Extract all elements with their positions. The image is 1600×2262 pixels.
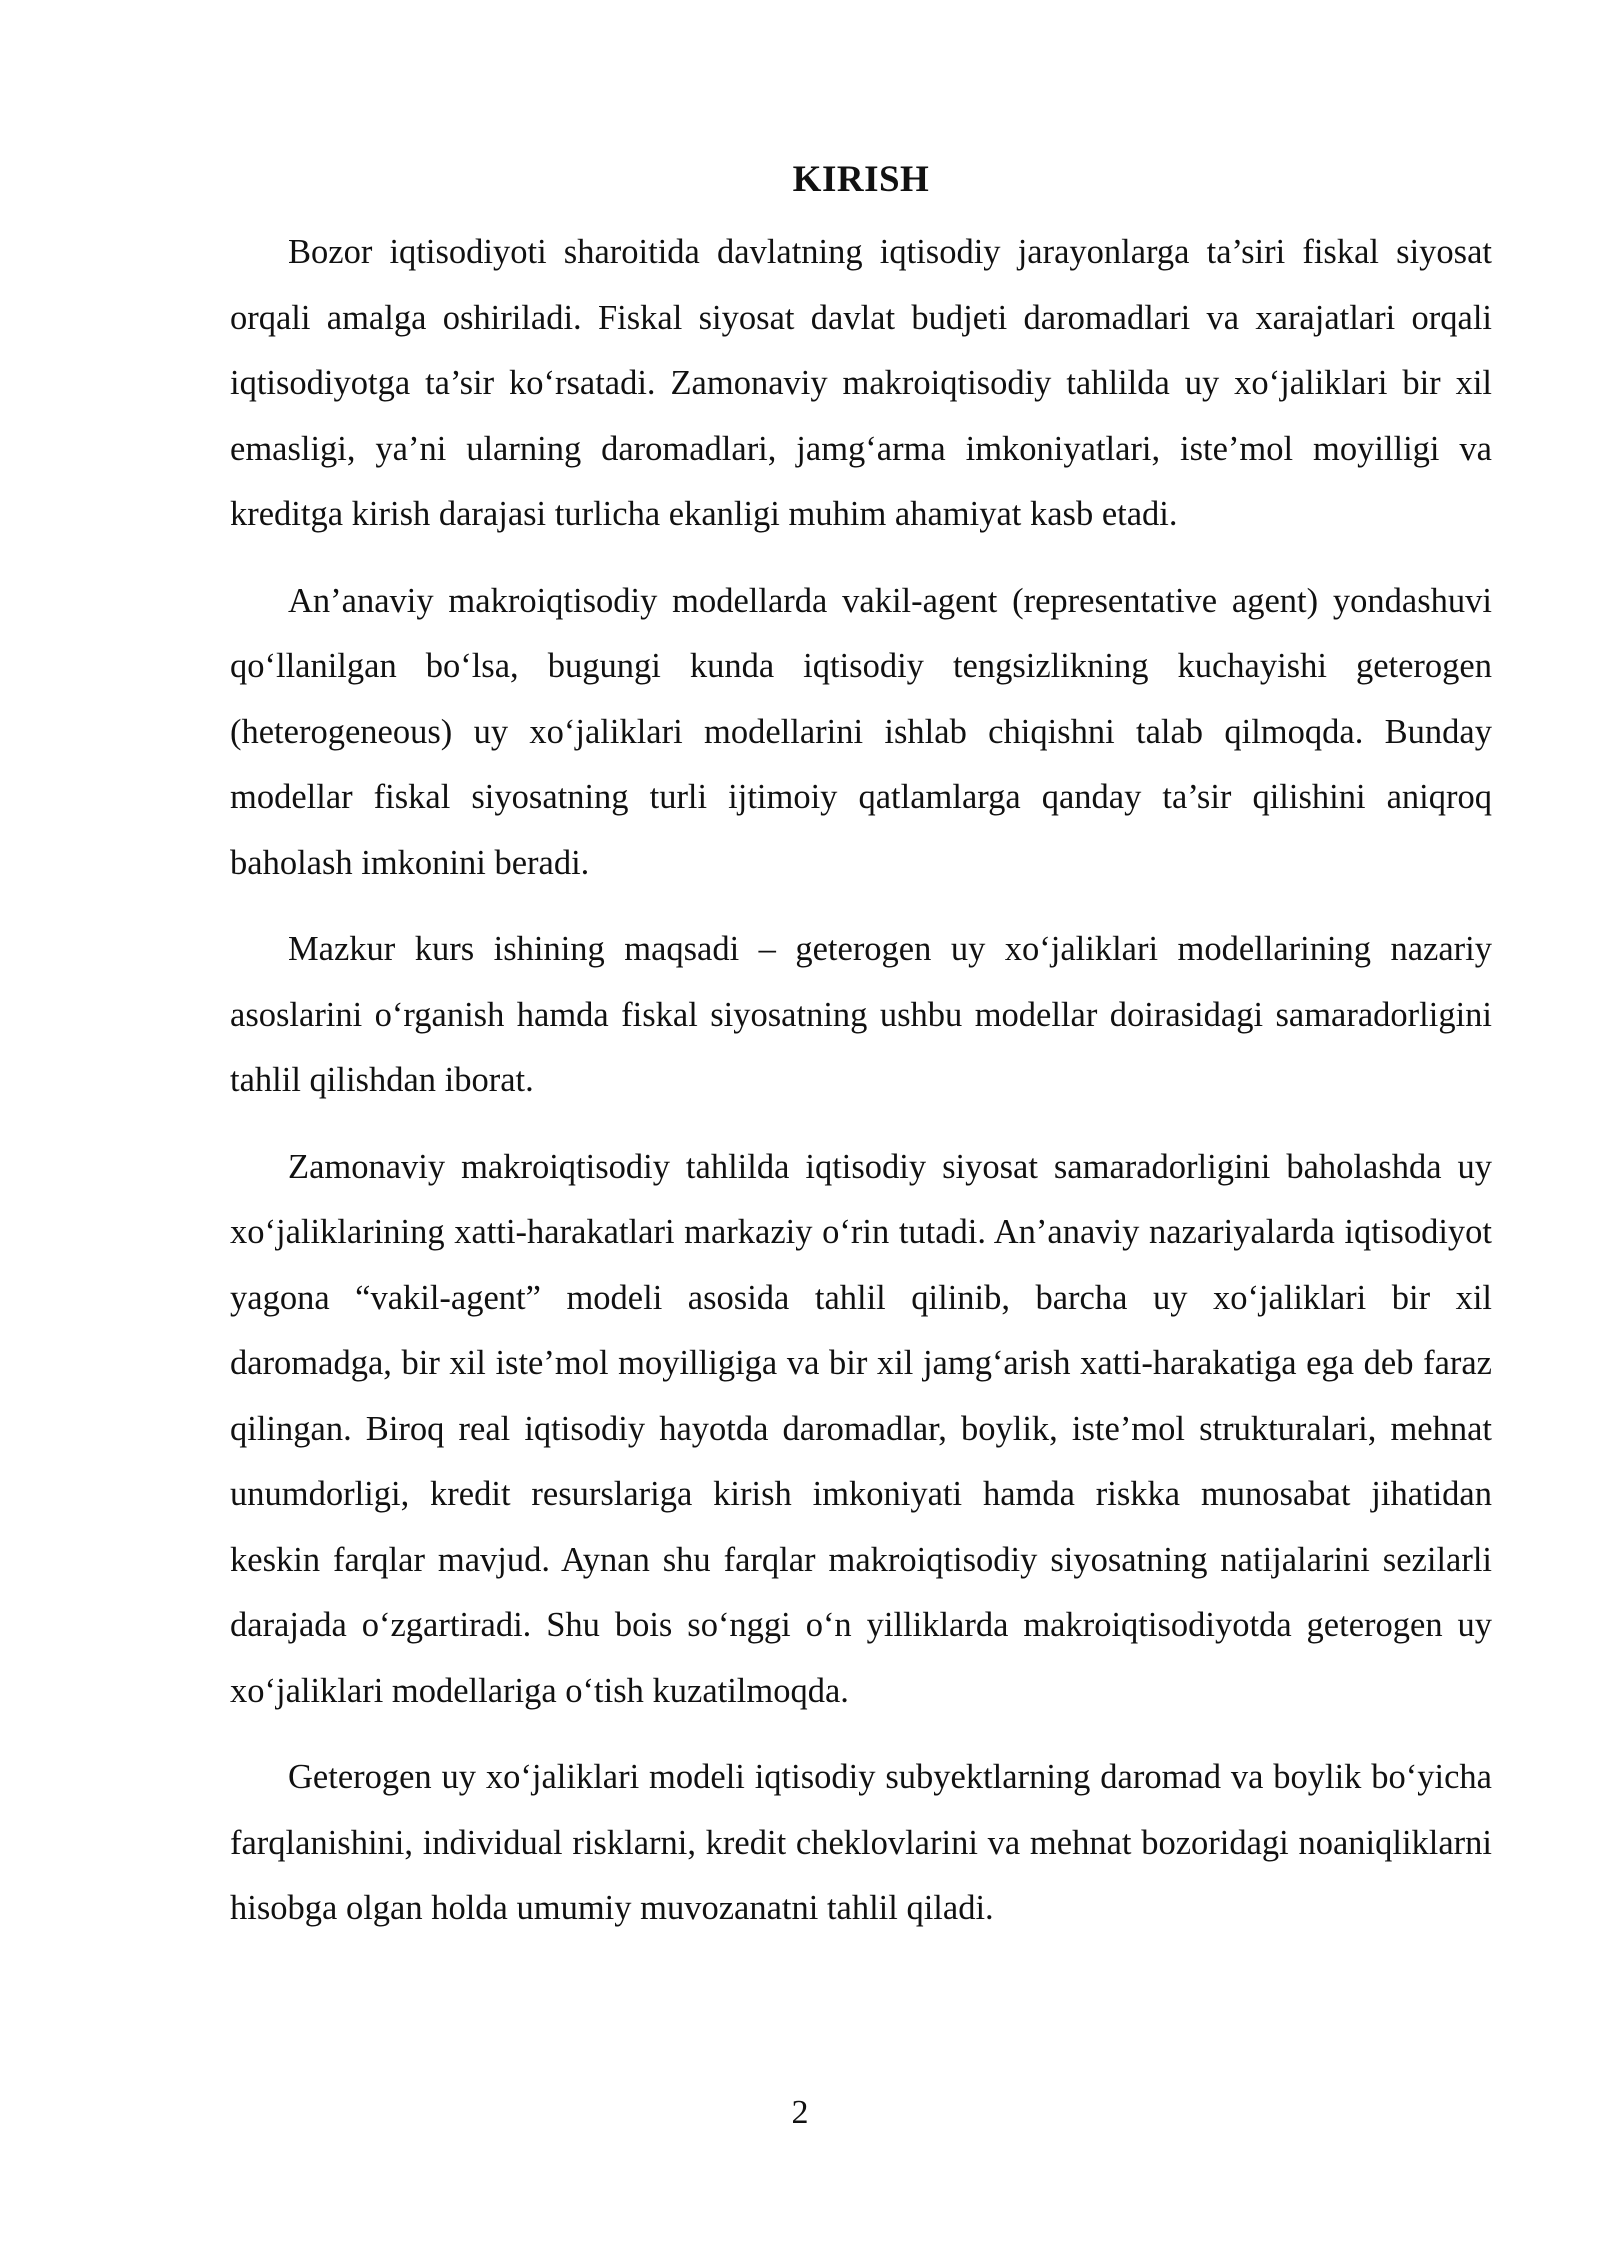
section-title: KIRISH — [792, 159, 930, 200]
page-number: 2 — [791, 2094, 809, 2131]
paragraph-5: Geterogen uy xo‘jaliklari modeli iqtisodiy subyektlarning daromad va boylik bo‘yicha farqlanishini, individual risklarni, kredit cheklovlarini va mehnat bozoridagi noaniqliklarni hisobga olgan holda umumiy muvozanatni tahlil qiladi. — [230, 1758, 1492, 1927]
paragraph-4: Zamonaviy makroiqtisodiy tahlilda iqtisodiy siyosat samaradorligini baholashda uy xo‘jaliklarining xatti-harakatlari markaziy o‘rin tutadi. An’anaviy nazariyalarda iqtisodiyot yagona “vakil-agent” modeli asosida tahlil qilinib, barcha uy xo‘jaliklari bir xil daromadga, bir xil iste’mol moyilligiga va bir xil jamg‘arish xatti-harakatiga ega deb faraz qilingan. Biroq real iqtisodiy hayotda daromadlar, boylik, iste’mol strukturalari, mehnat unumdorligi, kredit resurslariga kirish imkoniyati hamda riskka munosabat jihatidan keskin farqlar mavjud. Aynan shu farqlar makroiqtisodiy siyosatning natijalarini sezilarli darajada o‘zgartiradi. Shu bois so‘nggi o‘n yilliklarda makroiqtisodiyotda geterogen uy xo‘jaliklari modellariga o‘tish kuzatilmoqda. — [230, 1147, 1492, 1710]
paragraph-3: Mazkur kurs ishining maqsadi – geterogen uy xo‘jaliklari modellarining nazariy asoslarini o‘rganish hamda fiskal siyosatning ushbu modellar doirasidagi samaradorligini tahlil qilishdan iborat. — [230, 930, 1492, 1099]
page-content — [230, 152, 1492, 1963]
paragraph-2: An’anaviy makroiqtisodiy modellarda vakil-agent (representative agent) yondashuvi qo‘llanilgan bo‘lsa, bugungi kunda iqtisodiy tengsizlikning kuchayishi geterogen (heterogeneous) uy xo‘jaliklari modellarini ishlab chiqishni talab qilmoqda. Bunday modellar fiskal siyosatning turli ijtimoiy qatlamlarga qanday ta’sir qilishini aniqroq baholash imkonini beradi. — [230, 581, 1492, 882]
paragraph-1: Bozor iqtisodiyoti sharoitida davlatning iqtisodiy jarayonlarga ta’siri fiskal siyosat orqali amalga oshiriladi. Fiskal siyosat davlat budjeti daromadlari va xarajatlari orqali iqtisodiyotga ta’sir ko‘rsatadi. Zamonaviy makroiqtisodiy tahlilda uy xo‘jaliklari bir xil emasligi, ya’ni ularning daromadlari, jamg‘arma imkoniyatlari, iste’mol moyilligi va kreditga kirish darajasi turlicha ekanligi muhim ahamiyat kasb etadi. — [230, 233, 1492, 533]
